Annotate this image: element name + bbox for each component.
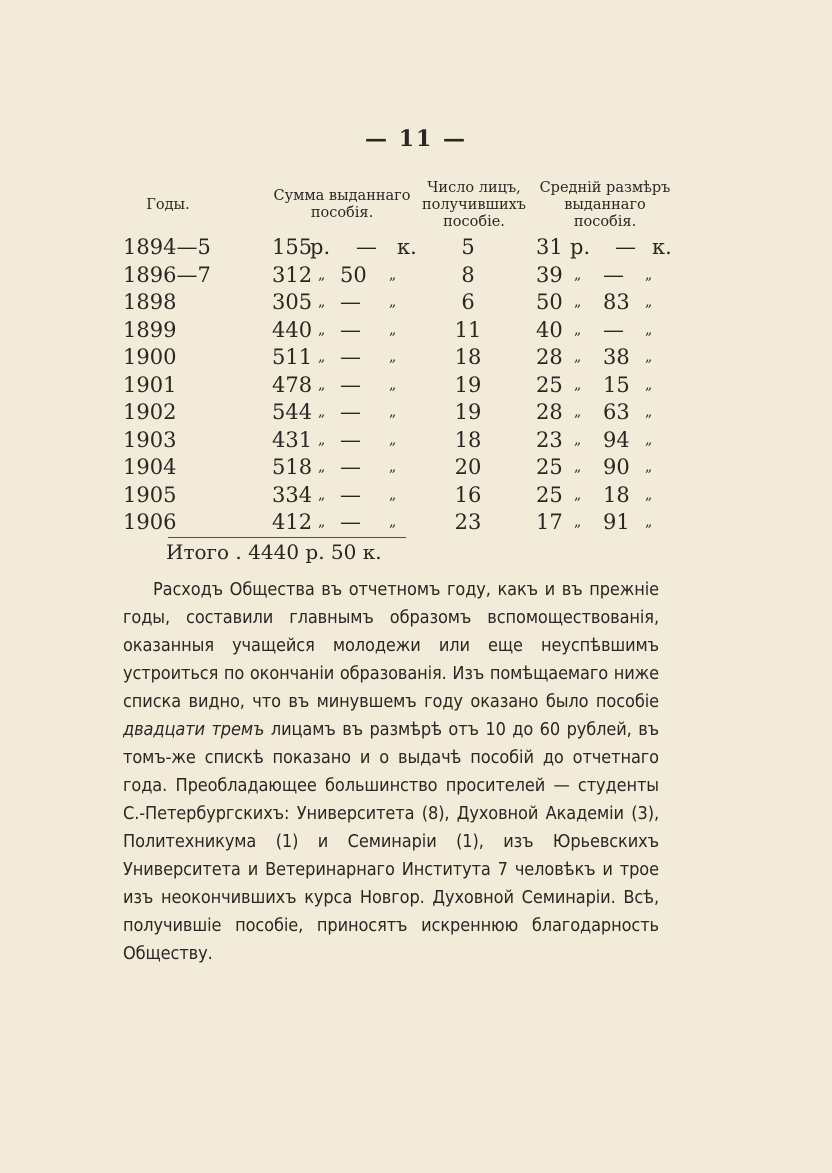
table-row (0, 234, 832, 262)
total-line: Итого . 4440 р. 50 к. (166, 540, 382, 564)
avg-kop-unit: „ (645, 431, 653, 448)
sum-unit: „ (318, 294, 326, 310)
avg-kop-unit: „ (645, 486, 653, 503)
count-cell: 16 (454, 482, 482, 507)
avg-cell: 25 (536, 372, 563, 397)
year-cell: 1900 (123, 345, 177, 369)
sum-cell: 155 (272, 235, 313, 259)
sum-unit: „ (318, 459, 326, 475)
sum-cell: 440 (272, 317, 313, 342)
kop-cell: — (340, 317, 361, 342)
count-cell: 19 (454, 400, 482, 424)
avg-kop-cell: 38 (603, 345, 630, 369)
avg-unit: „ (574, 459, 582, 475)
avg-kop-cell: 63 (603, 400, 630, 424)
avg-cell: 40 (536, 317, 563, 342)
paragraph-text-2: лицамъ въ размѣрѣ отъ 10 до 60 рублей, въ томъ-же спискѣ показано и о выдачѣ пособій до отчетнаго года. Преобладающее большинство просителей — студенты С.-Петербургскихъ: Университета (8), Духовной Академіи (3), Политехникума (1) и Семинаріи (1), изъ Юрьевскихъ Университета и Ветеринарнаго Института 7 человѣкъ и трое изъ неокончившихъ курса Новгор. Духовной Семинаріи. Всѣ, получившіе пособіе, приносятъ искреннюю благодарность Обществу. (123, 719, 660, 964)
avg-cell: 17 (536, 510, 563, 534)
avg-cell: 28 (536, 400, 563, 424)
kop-cell: — (340, 345, 361, 369)
kop-unit: „ (389, 431, 397, 448)
year-cell: 1899 (123, 317, 177, 342)
kop-cell: — (340, 427, 361, 452)
avg-cell: 39 (536, 262, 563, 287)
count-cell: 11 (454, 317, 482, 342)
header-sum: Сумма выданнаго пособія. (273, 188, 411, 221)
avg-cell: 50 (536, 290, 563, 314)
avg-kop-cell: — (603, 317, 624, 342)
sum-unit: „ (318, 376, 326, 393)
avg-unit: „ (574, 514, 582, 530)
count-cell: 6 (461, 290, 475, 314)
year-cell: 1898 (123, 290, 177, 314)
kop-cell: — (340, 400, 361, 424)
paragraph-text-1: Расходъ Общества въ отчетномъ году, какъ и въ прежніе годы, составили главнымъ образомъ вспомоществованія, оказанныя учащейся молодежи или еще неуспѣвшимъ устроиться по окончаніи образованія. Изъ помѣщаемаго ниже списка видно, что въ минувшемъ году оказано было пособіе (123, 579, 659, 712)
year-cell: 1902 (123, 400, 177, 424)
count-cell: 18 (454, 427, 482, 452)
avg-kop-cell: — (603, 262, 624, 287)
avg-kop-cell: — (615, 235, 636, 259)
kop-unit: „ (389, 486, 397, 503)
kop-unit: „ (389, 294, 397, 310)
table-row (0, 317, 832, 345)
sum-unit: „ (318, 404, 326, 420)
avg-unit: „ (574, 431, 582, 448)
avg-kop-cell: 91 (603, 510, 630, 534)
page-number: — 11 — (365, 126, 467, 152)
avg-kop-unit: „ (645, 294, 653, 310)
avg-kop-cell: 94 (603, 427, 630, 452)
sum-unit: „ (318, 321, 326, 338)
sum-cell: 511 (272, 345, 313, 369)
header-count: Число лицъ, получившихъ пособіе. (421, 180, 527, 230)
avg-cell: 28 (536, 345, 563, 369)
paragraph-emphasis: двадцати тремъ (123, 719, 265, 740)
count-cell: 18 (454, 345, 482, 369)
count-cell: 23 (454, 510, 482, 534)
sum-unit: „ (318, 431, 326, 448)
kop-unit: „ (389, 376, 397, 393)
table-row (0, 289, 832, 317)
sum-cell: 305 (272, 290, 313, 314)
kop-cell: — (340, 290, 361, 314)
body-paragraph (123, 576, 659, 968)
kop-unit: „ (389, 349, 397, 365)
kop-cell: — (340, 482, 361, 507)
avg-kop-unit: „ (645, 514, 653, 530)
avg-unit: „ (574, 266, 582, 283)
avg-unit: „ (574, 321, 582, 338)
year-cell: 1903 (123, 427, 177, 452)
table-row (0, 372, 832, 400)
year-cell: 1905 (123, 482, 177, 507)
table-row (0, 509, 832, 537)
avg-kop-unit: „ (645, 459, 653, 475)
sum-cell: 412 (272, 510, 313, 534)
avg-unit: „ (574, 376, 582, 393)
avg-unit: „ (574, 486, 582, 503)
year-cell: 1904 (123, 455, 177, 479)
sum-unit: „ (318, 349, 326, 365)
table-row (0, 399, 832, 427)
kop-unit: к. (397, 235, 417, 259)
avg-kop-unit: „ (645, 404, 653, 420)
avg-kop-unit: „ (645, 321, 653, 338)
avg-unit: „ (574, 404, 582, 420)
kop-unit: „ (389, 514, 397, 530)
sum-unit: „ (318, 266, 326, 283)
avg-unit: „ (574, 294, 582, 310)
sum-cell: 518 (272, 455, 313, 479)
avg-kop-unit: „ (645, 376, 653, 393)
sum-cell: 478 (272, 372, 313, 397)
kop-unit: „ (389, 404, 397, 420)
year-cell: 1894—5 (123, 235, 211, 259)
avg-kop-unit: „ (645, 266, 653, 283)
year-cell: 1906 (123, 510, 177, 534)
count-cell: 20 (454, 455, 482, 479)
avg-cell: 25 (536, 482, 563, 507)
table-row (0, 427, 832, 455)
count-cell: 19 (454, 372, 482, 397)
avg-kop-cell: 18 (603, 482, 630, 507)
count-cell: 8 (461, 262, 475, 287)
avg-kop-unit: к. (652, 235, 672, 259)
kop-unit: „ (389, 266, 397, 283)
avg-cell: 31 (536, 235, 563, 259)
header-years: Годы. (146, 197, 190, 213)
sum-unit: „ (318, 486, 326, 503)
table-row (0, 454, 832, 482)
header-average: Средній размѣръ выданнаго пособія. (539, 180, 671, 230)
count-cell: 5 (461, 235, 475, 259)
kop-unit: „ (389, 459, 397, 475)
sum-unit: „ (318, 514, 326, 530)
kop-cell: — (356, 235, 377, 259)
year-cell: 1896—7 (123, 262, 211, 287)
year-cell: 1901 (123, 372, 177, 397)
sum-cell: 312 (272, 262, 313, 287)
avg-cell: 25 (536, 455, 563, 479)
data-table (0, 234, 832, 537)
table-row (0, 482, 832, 510)
avg-kop-cell: 83 (603, 290, 630, 314)
table-row (0, 344, 832, 372)
sum-unit: р. (310, 235, 331, 259)
avg-kop-unit: „ (645, 349, 653, 365)
kop-cell: — (340, 372, 361, 397)
avg-unit: „ (574, 349, 582, 365)
table-row (0, 262, 832, 290)
avg-kop-cell: 15 (603, 372, 630, 397)
sum-cell: 334 (272, 482, 313, 507)
avg-cell: 23 (536, 427, 563, 452)
kop-cell: — (340, 510, 361, 534)
avg-unit: р. (570, 235, 591, 259)
avg-kop-cell: 90 (603, 455, 630, 479)
sum-cell: 544 (272, 400, 313, 424)
kop-unit: „ (389, 321, 397, 338)
sum-cell: 431 (272, 427, 313, 452)
kop-cell: — (340, 455, 361, 479)
kop-cell: 50 (340, 262, 367, 287)
